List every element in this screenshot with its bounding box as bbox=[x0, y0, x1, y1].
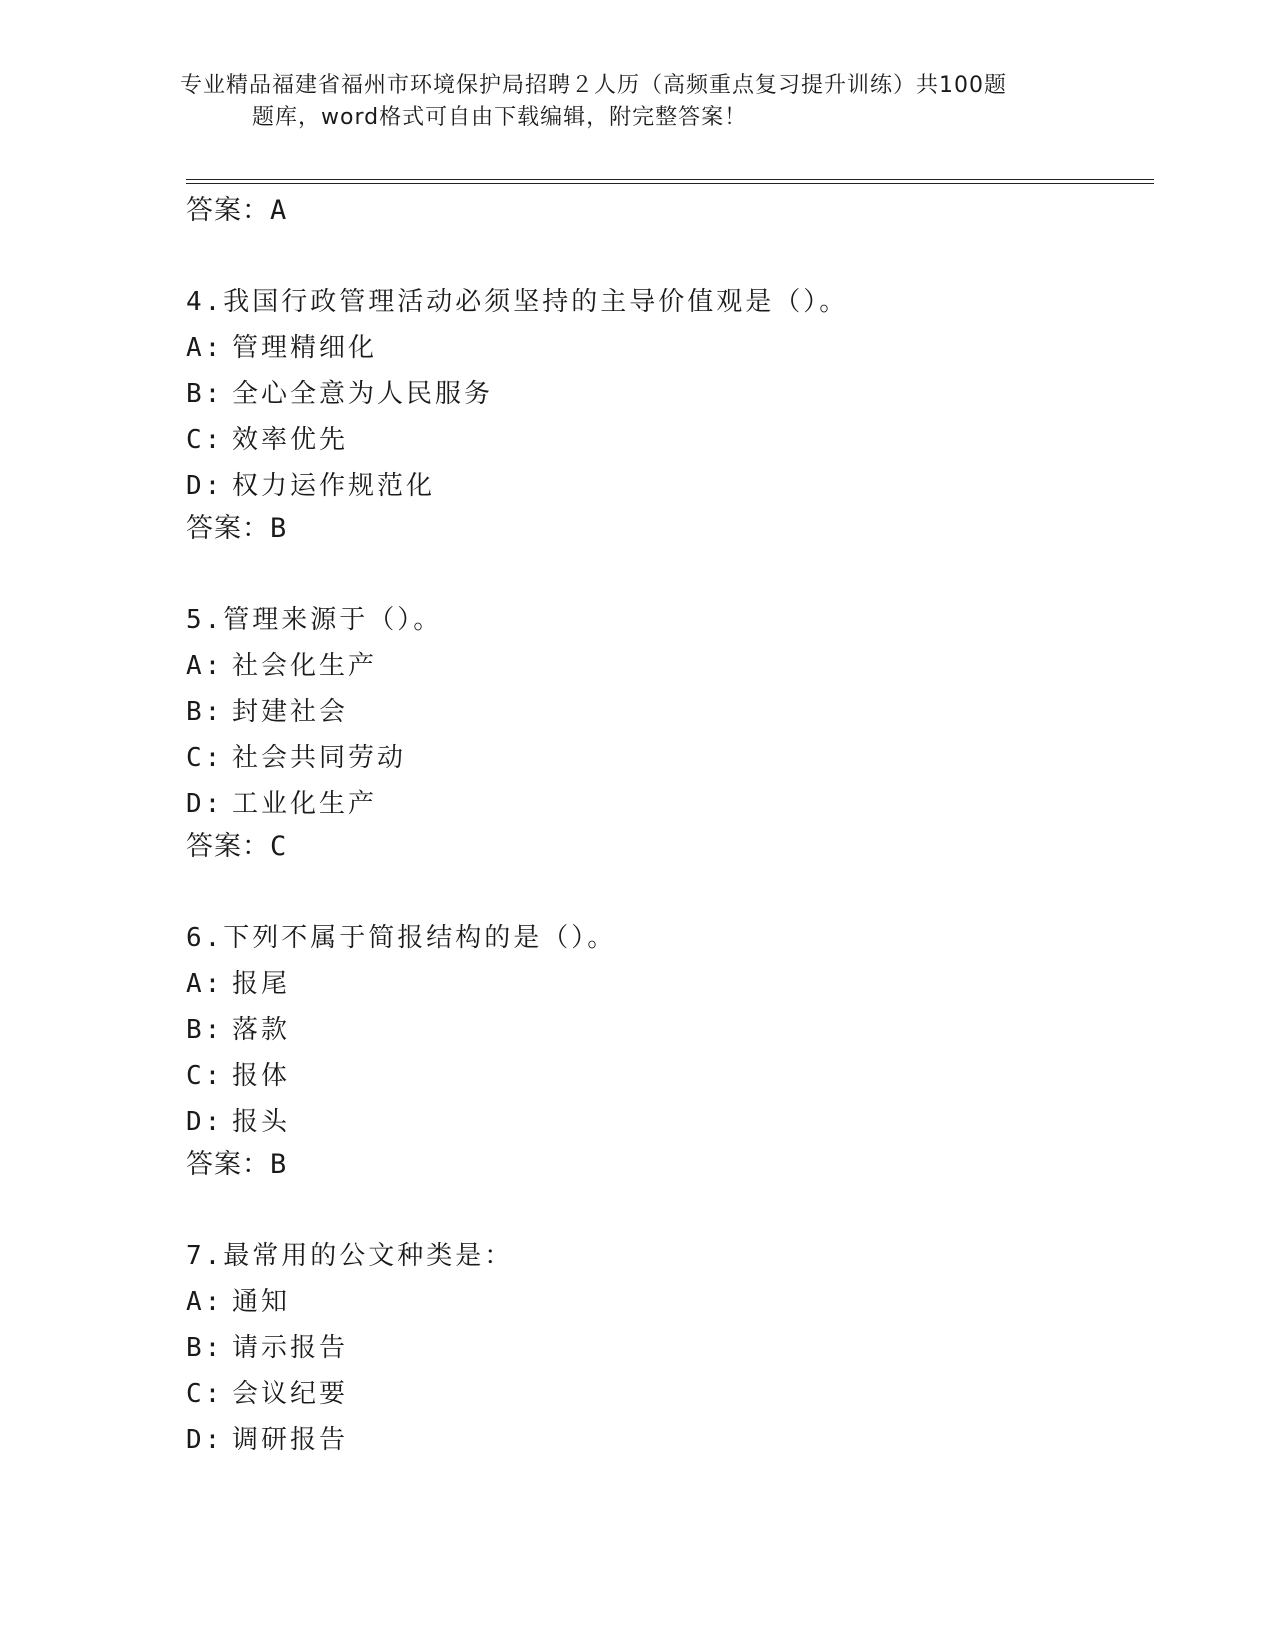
option-text: 全心全意为人民服务 bbox=[232, 379, 494, 409]
option-text: 效率优先 bbox=[232, 425, 349, 455]
option-a bbox=[186, 1285, 1154, 1320]
header-title-line1: 专业精品福建省福州市环境保护局招聘２人历（高频重点复习提升训练）共100题 bbox=[180, 73, 1007, 98]
option-c bbox=[186, 1059, 1154, 1094]
option-text: 通知 bbox=[232, 1287, 291, 1317]
option-c bbox=[186, 1377, 1154, 1412]
option-text: 报体 bbox=[232, 1061, 291, 1091]
option-text: 请示报告 bbox=[232, 1333, 349, 1363]
answer-value: B bbox=[270, 1149, 288, 1180]
option-key: B: bbox=[186, 1333, 224, 1363]
answer-label: 答案： bbox=[186, 831, 270, 862]
option-key: D: bbox=[186, 471, 224, 501]
answer-value: B bbox=[270, 513, 288, 544]
top-answer bbox=[186, 194, 1154, 228]
option-key: D: bbox=[186, 1425, 224, 1455]
question-5 bbox=[186, 603, 1154, 864]
option-key: A: bbox=[186, 651, 224, 681]
option-b bbox=[186, 1331, 1154, 1366]
question-stem: 4.我国行政管理活动必须坚持的主导价值观是（）。 bbox=[186, 287, 849, 317]
option-d bbox=[186, 1105, 1154, 1140]
question-answer bbox=[186, 830, 1154, 864]
header-title-line2: 题库，word格式可自由下载编辑，附完整答案！ bbox=[252, 105, 748, 130]
answer-value: C bbox=[270, 831, 288, 862]
option-d bbox=[186, 469, 1154, 504]
question-stem: 7.最常用的公文种类是： bbox=[186, 1241, 514, 1271]
question-answer bbox=[186, 512, 1154, 546]
question-6 bbox=[186, 921, 1154, 1182]
question-stem: 6.下列不属于简报结构的是（）。 bbox=[186, 923, 617, 953]
option-text: 社会化生产 bbox=[232, 651, 378, 681]
question-4 bbox=[186, 285, 1154, 546]
answer-label: 答案： bbox=[186, 1149, 270, 1180]
header-divider-bottom bbox=[186, 183, 1154, 184]
question-7 bbox=[186, 1239, 1154, 1458]
option-key: C: bbox=[186, 743, 224, 773]
option-b bbox=[186, 377, 1154, 412]
option-key: D: bbox=[186, 1107, 224, 1137]
option-text: 社会共同劳动 bbox=[232, 743, 407, 773]
option-key: C: bbox=[186, 425, 224, 455]
option-text: 报头 bbox=[232, 1107, 291, 1137]
option-a bbox=[186, 331, 1154, 366]
option-key: B: bbox=[186, 1015, 224, 1045]
option-b bbox=[186, 1013, 1154, 1048]
header-divider-top bbox=[186, 179, 1154, 180]
option-text: 落款 bbox=[232, 1015, 291, 1045]
question-list bbox=[186, 192, 1154, 1469]
answer-label: 答案： bbox=[186, 195, 270, 226]
option-a bbox=[186, 967, 1154, 1002]
option-c bbox=[186, 423, 1154, 458]
option-text: 报尾 bbox=[232, 969, 291, 999]
option-d bbox=[186, 787, 1154, 822]
option-c bbox=[186, 741, 1154, 776]
option-key: D: bbox=[186, 789, 224, 819]
option-key: C: bbox=[186, 1379, 224, 1409]
option-text: 调研报告 bbox=[232, 1425, 349, 1455]
option-key: B: bbox=[186, 379, 224, 409]
option-a bbox=[186, 649, 1154, 684]
option-text: 工业化生产 bbox=[232, 789, 378, 819]
option-text: 会议纪要 bbox=[232, 1379, 349, 1409]
answer-value: A bbox=[270, 195, 288, 226]
option-key: A: bbox=[186, 969, 224, 999]
option-key: C: bbox=[186, 1061, 224, 1091]
page-header bbox=[180, 70, 1080, 134]
option-key: A: bbox=[186, 1287, 224, 1317]
option-d bbox=[186, 1423, 1154, 1458]
option-text: 管理精细化 bbox=[232, 333, 378, 363]
option-key: A: bbox=[186, 333, 224, 363]
option-text: 权力运作规范化 bbox=[232, 471, 436, 501]
option-text: 封建社会 bbox=[232, 697, 349, 727]
question-stem: 5.管理来源于（）。 bbox=[186, 605, 443, 635]
answer-label: 答案： bbox=[186, 513, 270, 544]
option-key: B: bbox=[186, 697, 224, 727]
option-b bbox=[186, 695, 1154, 730]
question-answer bbox=[186, 1148, 1154, 1182]
